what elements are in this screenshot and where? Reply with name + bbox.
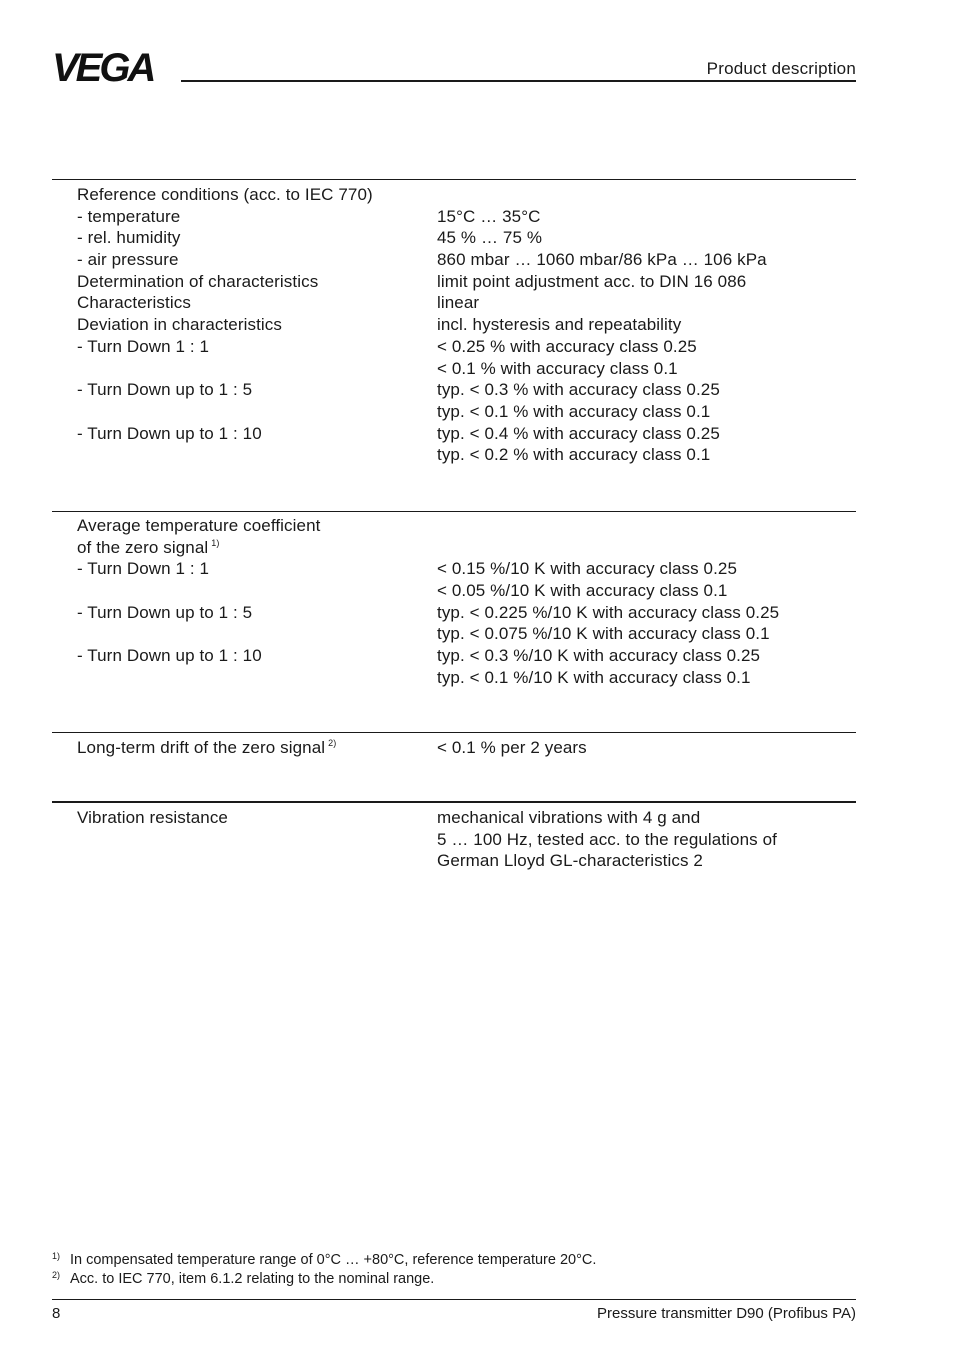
document-title: Pressure transmitter D90 (Profibus PA) <box>597 1305 856 1322</box>
spec-label: Vibration resistance <box>77 808 228 827</box>
spec-label: Deviation in characteristics <box>77 315 282 335</box>
spec-value: < 0.25 % with accuracy class 0.25 <box>437 336 697 356</box>
page-number: 8 <box>52 1305 61 1322</box>
spec-label: - air pressure <box>77 250 179 270</box>
spec-label <box>77 623 320 645</box>
section-divider <box>52 801 856 803</box>
section-divider <box>52 732 856 733</box>
spec-value: < 0.15 %/10 K with accuracy class 0.25 <box>437 559 738 579</box>
spec-label: Long-term drift of the zero signal <box>77 738 326 757</box>
spec-label: - Turn Down 1 : 1 <box>77 559 210 579</box>
spec-label: - Turn Down up to 1 : 5 <box>77 602 253 622</box>
footnote-mark: 1) <box>52 1251 61 1261</box>
section-3-labels <box>77 737 336 759</box>
spec-value: typ. < 0.4 % with accuracy class 0.25 <box>437 423 720 443</box>
spec-value: < 0.05 %/10 K with accuracy class 0.1 <box>437 581 728 601</box>
footnote <box>52 1266 434 1289</box>
section-2-labels <box>77 515 320 689</box>
spec-value: mechanical vibrations with 4 g and <box>437 808 701 827</box>
section-3-values <box>437 737 587 759</box>
spec-label <box>77 667 320 689</box>
vega-logo <box>52 50 172 84</box>
footnote-text: Acc. to IEC 770, item 6.1.2 relating to the nominal range. <box>70 1271 435 1287</box>
spec-label: of the zero signal <box>77 537 209 557</box>
section-4-values <box>437 807 777 872</box>
spec-label <box>77 580 320 602</box>
spec-value: limit point adjustment acc. to DIN 16 086 <box>437 271 747 291</box>
spec-value <box>437 515 779 537</box>
spec-value: 5 … 100 Hz, tested acc. to the regulations of <box>437 829 777 849</box>
spec-label: - Turn Down 1 : 1 <box>77 336 210 356</box>
section-1-labels <box>77 184 373 466</box>
spec-value <box>437 184 767 206</box>
spec-value <box>437 537 779 559</box>
spec-value: typ. < 0.2 % with accuracy class 0.1 <box>437 445 711 465</box>
spec-value: typ. < 0.075 %/10 K with accuracy class 0.1 <box>437 624 770 644</box>
spec-value: 860 mbar … 1060 mbar/86 kPa … 106 kPa <box>437 250 767 270</box>
spec-label <box>77 444 373 466</box>
section-4-labels <box>77 807 228 829</box>
spec-value: incl. hysteresis and repeatability <box>437 315 682 335</box>
footnote-mark: 2) <box>52 1270 61 1280</box>
footnote-text: In compensated temperature range of 0°C … +80°C, reference temperature 20°C. <box>70 1252 597 1268</box>
spec-label-with-footnote <box>77 737 336 759</box>
spec-label: Determination of characteristics <box>77 271 319 291</box>
spec-value: 15°C … 35°C <box>437 206 541 226</box>
spec-label: - rel. humidity <box>77 228 181 248</box>
spec-value: typ. < 0.1 % with accuracy class 0.1 <box>437 401 711 421</box>
section-1-values <box>437 184 767 466</box>
header-rule <box>181 80 856 82</box>
spec-value: typ. < 0.1 %/10 K with accuracy class 0.1 <box>437 667 751 687</box>
spec-value: typ. < 0.3 %/10 K with accuracy class 0.25 <box>437 646 761 666</box>
spec-value: typ. < 0.3 % with accuracy class 0.25 <box>437 380 720 400</box>
footnote-ref: 2) <box>328 738 337 748</box>
footer-rule <box>52 1299 856 1300</box>
spec-label <box>77 401 373 423</box>
svg-text:VEGA: VEGA <box>52 50 154 84</box>
spec-label: Reference conditions (acc. to IEC 770) <box>77 185 373 204</box>
spec-label: - Turn Down up to 1 : 10 <box>77 423 262 443</box>
spec-label: Characteristics <box>77 293 191 313</box>
spec-value: 45 % … 75 % <box>437 228 543 248</box>
spec-label <box>77 358 373 380</box>
footnote-ref: 1) <box>211 537 220 548</box>
section-divider <box>52 511 856 512</box>
section-divider <box>52 179 856 180</box>
section-title: Product description <box>706 59 856 78</box>
section-2-values <box>437 515 779 689</box>
spec-label-with-footnote <box>77 537 320 559</box>
spec-value: < 0.1 % with accuracy class 0.1 <box>437 358 678 378</box>
spec-value: < 0.1 % per 2 years <box>437 738 587 757</box>
spec-label: Average temperature coefficient <box>77 516 321 535</box>
spec-value: German Lloyd GL-characteristics 2 <box>437 851 703 871</box>
spec-label: - Turn Down up to 1 : 5 <box>77 380 253 400</box>
spec-value: typ. < 0.225 %/10 K with accuracy class 0.25 <box>437 602 780 622</box>
spec-value: linear <box>437 293 480 313</box>
spec-label: - temperature <box>77 206 181 226</box>
spec-label: - Turn Down up to 1 : 10 <box>77 646 262 666</box>
